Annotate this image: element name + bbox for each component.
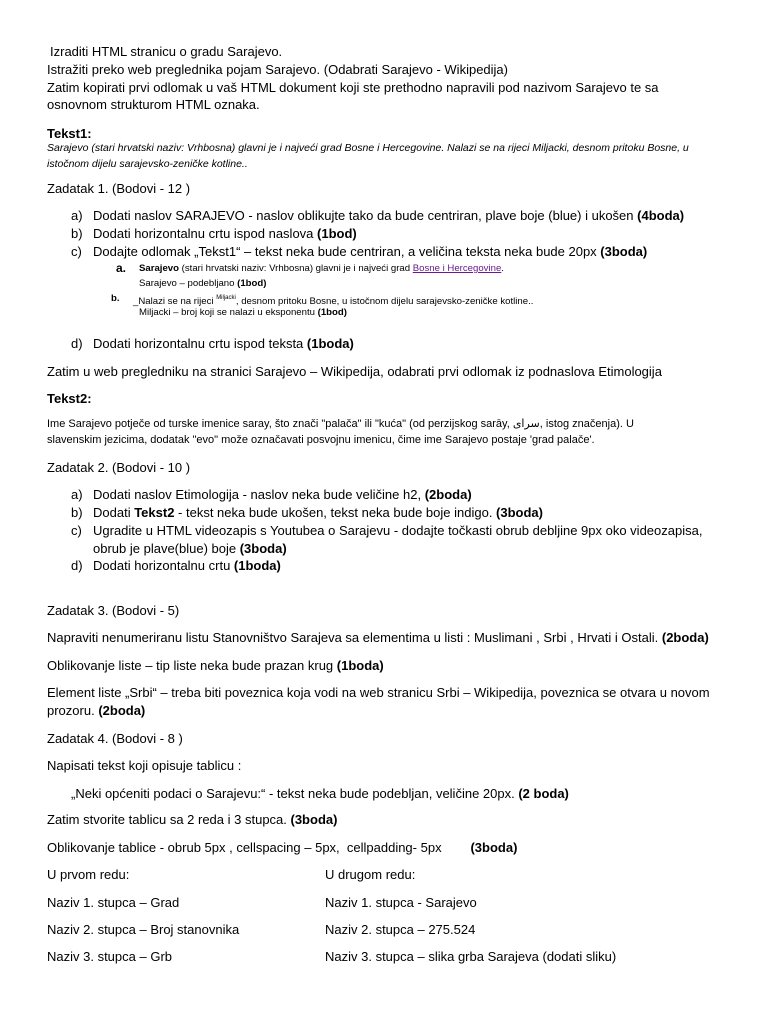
zadatak1-item-d: d) Dodati horizontalnu crtu ispod teksta (1boda) <box>71 336 354 351</box>
zadatak2-item-d: d) Dodati horizontalnu crtu (1boda) <box>71 558 281 573</box>
row2-col1: Naziv 1. stupca - Sarajevo <box>325 895 477 910</box>
zadatak2-item-a: a) Dodati naslov Etimologija - naslov neka bude veličine h2, (2boda) <box>71 487 472 502</box>
row1-col2: Naziv 2. stupca – Broj stanovnika <box>47 922 240 937</box>
zadatak1-item-a: a) Dodati naslov SARAJEVO - naslov oblikujte tako da bude centriran, plave boje (blue) i ukošen (4boda) <box>71 208 685 223</box>
row2-col2: Naziv 2. stupca – 275.524 <box>325 922 476 937</box>
zadatak4-p3: Zatim stvorite tablicu sa 2 reda i 3 stupca. (3boda) <box>47 812 338 827</box>
row1-col1: Naziv 1. stupca – Grad <box>47 895 180 910</box>
tekst2-line-2: slavenskim jezicima, dodatak "evo" može označavati posvojnu imenicu, čime ime Sarajevo postaje 'grad palače'. <box>47 434 595 446</box>
row2-col3: Naziv 3. stupca – slika grba Sarajeva (dodati sliku) <box>325 949 617 964</box>
row2-heading: U drugom redu: <box>325 867 416 882</box>
bosne-i-hercegovine-link[interactable]: Bosne i Hercegovine <box>412 263 502 274</box>
zadatak3-p2: Oblikovanje liste – tip liste neka bude prazan krug (1boda) <box>47 658 384 673</box>
zadatak3-p1: Napraviti nenumeriranu listu Stanovništvo Sarajeva sa elementima u listi : Muslimani , Srbi , Hrvati i Ostali. (2boda) <box>47 630 709 645</box>
zadatak1-item-c: c) Dodajte odlomak „Tekst1“ – tekst neka bude centriran, a veličina teksta neka bude 20px (3boda) <box>71 244 648 259</box>
tekst2-line-1: Ime Sarajevo potječe od turske imenice saray, što znači "palača" ili "kuća" (od perzijskog sarāy, سرای, istog značenja). U <box>47 418 634 430</box>
zadatak3-title: Zadatak 3. (Bodovi - 5) <box>47 603 180 618</box>
zadatak1-item-b: b) Dodati horizontalnu crtu ispod naslova (1bod) <box>71 226 357 241</box>
zadatak2-title: Zadatak 2. (Bodovi - 10 ) <box>47 460 191 475</box>
zadatak2-item-b: b) Dodati Tekst2 - tekst neka bude ukošen, tekst neka bude boje indigo. (3boda) <box>71 505 543 520</box>
intro-line-3: Zatim kopirati prvi odlomak u vaš HTML dokument koji ste prethodno napravili pod nazivom Sarajevo te sa osnovnom strukturom HTML oznaka. <box>47 80 659 112</box>
exponent-miljacki: Miljacki <box>216 295 236 301</box>
zadatak4-p4: Oblikovanje tablice - obrub 5px , cellspacing – 5px, cellpadding- 5px (3boda) <box>47 840 518 855</box>
zadatak1-sub-b: b. _Nalazi se na rijeci $^{Miljacki}$, desnom pritoku Bosne, u istočnom dijelu sarajevsko-zeničke kotline.. <box>111 293 534 307</box>
zadatak2-item-c-line2: obrub je plave(blue) boje (3boda) <box>93 541 287 556</box>
zadatak1-sub-b-line2: Miljacki – broj koji se nalazi u eksponentu (1bod) <box>139 307 347 318</box>
tekst1-heading: Tekst1: <box>47 126 92 141</box>
tekst1-body: Sarajevo (stari hrvatski naziv: Vrhbosna) glavni je i najveći grad Bosne i Hercegovine. Nalazi se na rijeci Miljacki, desnom pritoku Bosne, u istočnom dijelu sarajevsko-zeničke kotline.. <box>47 142 689 170</box>
zadatak4-p1: Napisati tekst koji opisuje tablicu : <box>47 758 242 773</box>
intro-line-2: Istražiti preko web preglednika pojam Sarajevo. (Odabrati Sarajevo - Wikipedija) <box>47 62 508 77</box>
row1-heading: U prvom redu: <box>47 867 130 882</box>
tekst2-heading: Tekst2: <box>47 391 92 406</box>
transition-etimologija: Zatim u web pregledniku na stranici Sarajevo – Wikipedija, odabrati prvi odlomak iz podnaslova Etimologija <box>47 364 662 379</box>
zadatak3-p3-line2: prozoru. (2boda) <box>47 703 146 718</box>
intro-line-1: Izraditi HTML stranicu o gradu Sarajevo. <box>50 44 283 59</box>
zadatak1-sub-a-line2: Sarajevo – podebljano (1bod) <box>139 278 267 289</box>
zadatak1-title: Zadatak 1. (Bodovi - 12 ) <box>47 181 191 196</box>
row1-col3: Naziv 3. stupca – Grb <box>47 949 172 964</box>
zadatak3-p3-line1: Element liste „Srbi“ – treba biti poveznica koja vodi na web stranicu Srbi – Wikipedija, poveznica se otvara u novom <box>47 685 710 700</box>
zadatak1-sub-a: a. Sarajevo (stari hrvatski naziv: Vrhbosna) glavni je i najveći grad Bosne i Hercegovine. <box>116 261 504 275</box>
zadatak4-p2: „Neki općeniti podaci o Sarajevu:“ - tekst neka bude podebljan, veličine 20px. (2 boda) <box>71 786 569 801</box>
zadatak2-item-c: c) Ugradite u HTML videozapis s Youtubea o Sarajevu - dodajte točkasti obrub debljine 9px oko videozapisa, <box>71 523 703 538</box>
zadatak4-title: Zadatak 4. (Bodovi - 8 ) <box>47 731 183 746</box>
